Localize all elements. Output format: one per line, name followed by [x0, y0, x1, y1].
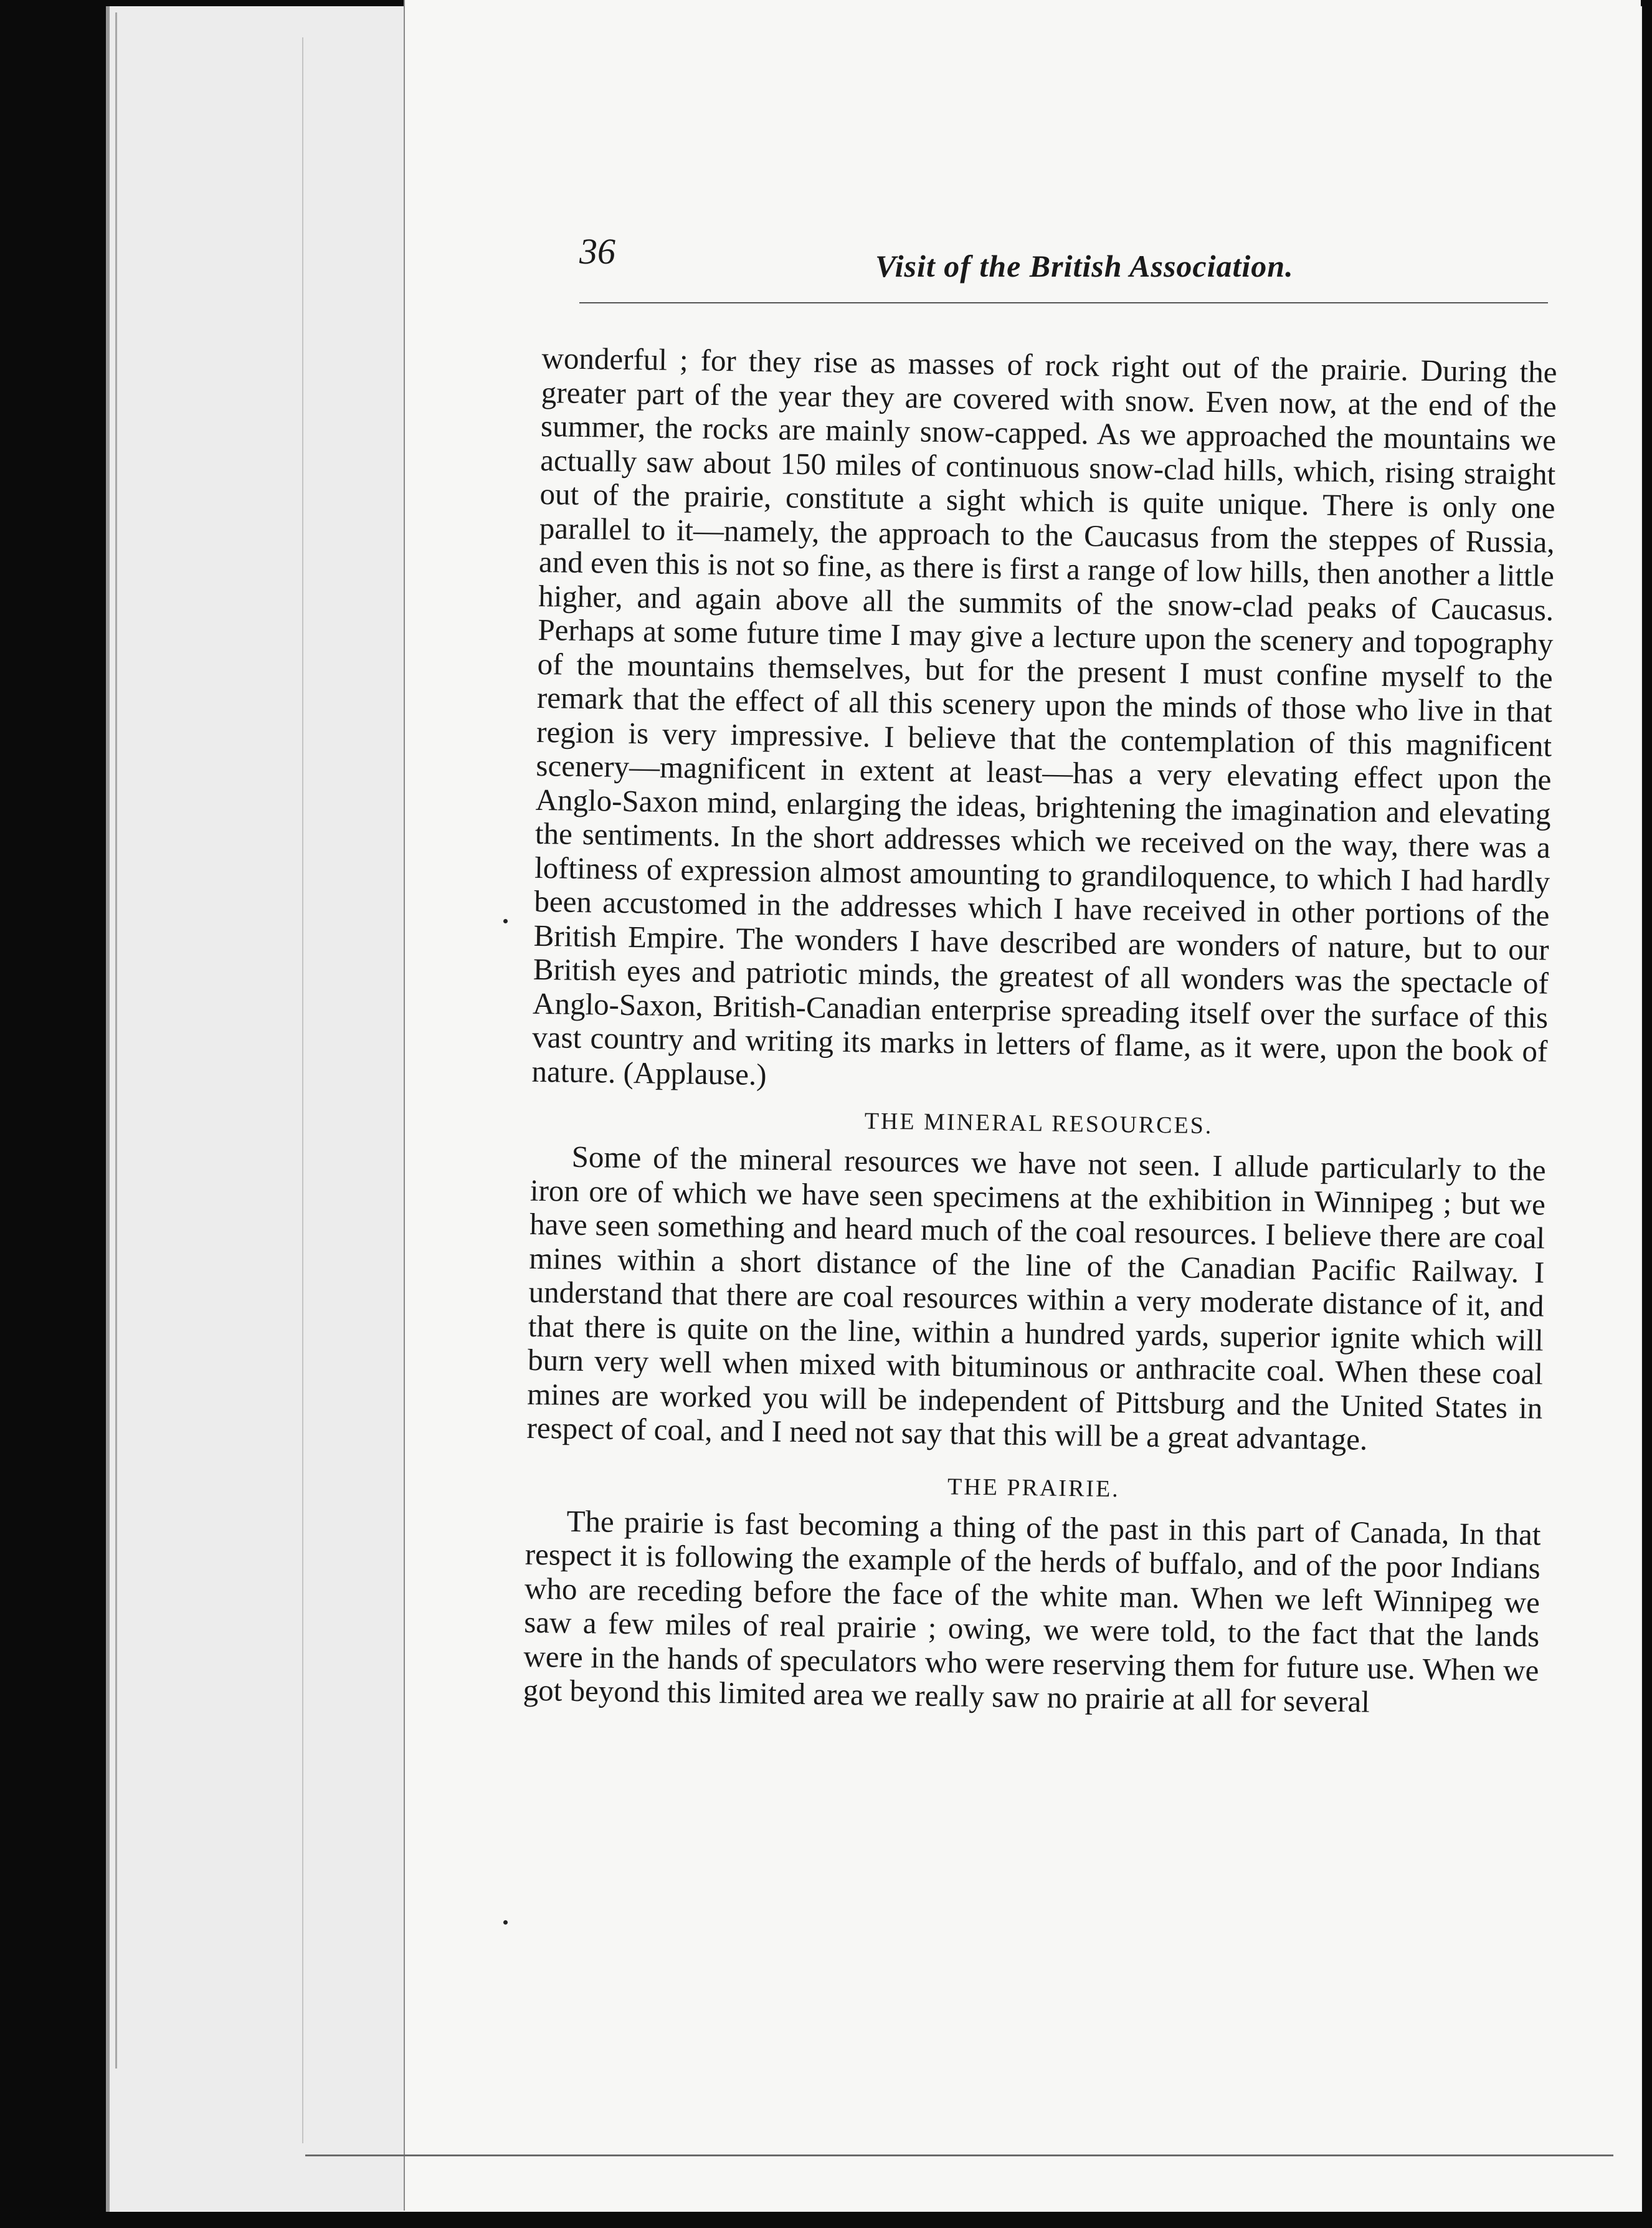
section-heading: THE PRAIRIE.: [947, 1473, 1120, 1502]
page-number: 36: [579, 231, 615, 272]
section-heading: THE MINERAL RESOURCES.: [864, 1108, 1213, 1140]
paragraph: Some of the mineral resources we have not seen. I allude particularly to the iron ore of which we have seen specimens at the exhibition in Winnipeg ; but we have seen something and heard much of the coal resources. I believe there are coal mines within a short distance of the line of the Canadian Pacific Railway. I understand that there are coal resources within a very moderate distance of it, and that there is quite on the line, within a hundred yards, superior ignite which will burn very well when mixed with bituminous or anthracite coal. When these coal mines are worked you will be independent of Pittsburg and the United States in respect of coal, and I need not say that this will be a great advantage.: [526, 1139, 1546, 1457]
body-text: [523, 341, 1557, 1721]
page-bottom-edge: [305, 2154, 1613, 2156]
header-rule: [579, 302, 1548, 303]
page-fold-line: [302, 37, 303, 2143]
paragraph: wonderful ; for they rise as masses of rock right out of the prairie. During the greater part of the year they are covered with snow. Even now, at the end of the summer, the rocks are mainly snow-capped. As we approached the mountains we actually saw about 150 miles of continuous snow-clad hills, which, rising straight out of the prairie, constitute a sight which is quite unique. There is only one parallel to it—namely, the approach to the Caucasus from the steppes of Russia, and even this is not so fine, as there is first a range of low hills, then another a little higher, and again above all the summits of the snow-clad peaks of Caucasus. Perhaps at some future time I may give a lecture upon the scenery and topography of the mountains themselves, but for the present I must confine myself to the remark that the effect of all this scenery upon the minds of those who live in that region is very impressive. I believe that the contemplation of this magnificent scenery—magnificent in extent at least—has a very elevating effect upon the Anglo-Saxon mind, enlarging the ideas, brightening the imagination and elevating the sentiments. In the short addresses which we received on the way, there was a loftiness of expression almost amounting to grandiloquence, to which I had hardly been accustomed in the addresses which I have received in other portions of the British Empire. The wonders I have described are wonders of nature, but to our British eyes and patriotic minds, the greatest of all wonders was the spectacle of Anglo-Saxon, British-Canadian enterprise spreading itself over the surface of this vast country and writing its marks in letters of flame, as it were, upon the book of nature. (Applause.): [531, 341, 1557, 1092]
running-title: Visit of the British Association.: [875, 249, 1294, 283]
paragraph: The prairie is fast becoming a thing of the past in this part of Canada, In that respect it is following the example of the herds of buffalo, and of the poor Indians who are receding before the face of the white man. When we left Winnipeg we saw a few miles of real prairie ; owing, we were told, to the fact that the lands were in the hands of speculators who were reserving them for future use. When we got beyond this limited area we really saw no prairie at all for several: [523, 1503, 1541, 1719]
ink-speck: [503, 1920, 508, 1925]
page-header: [579, 231, 1327, 287]
ink-speck: [503, 919, 508, 923]
page-edge-line: [115, 12, 117, 2069]
